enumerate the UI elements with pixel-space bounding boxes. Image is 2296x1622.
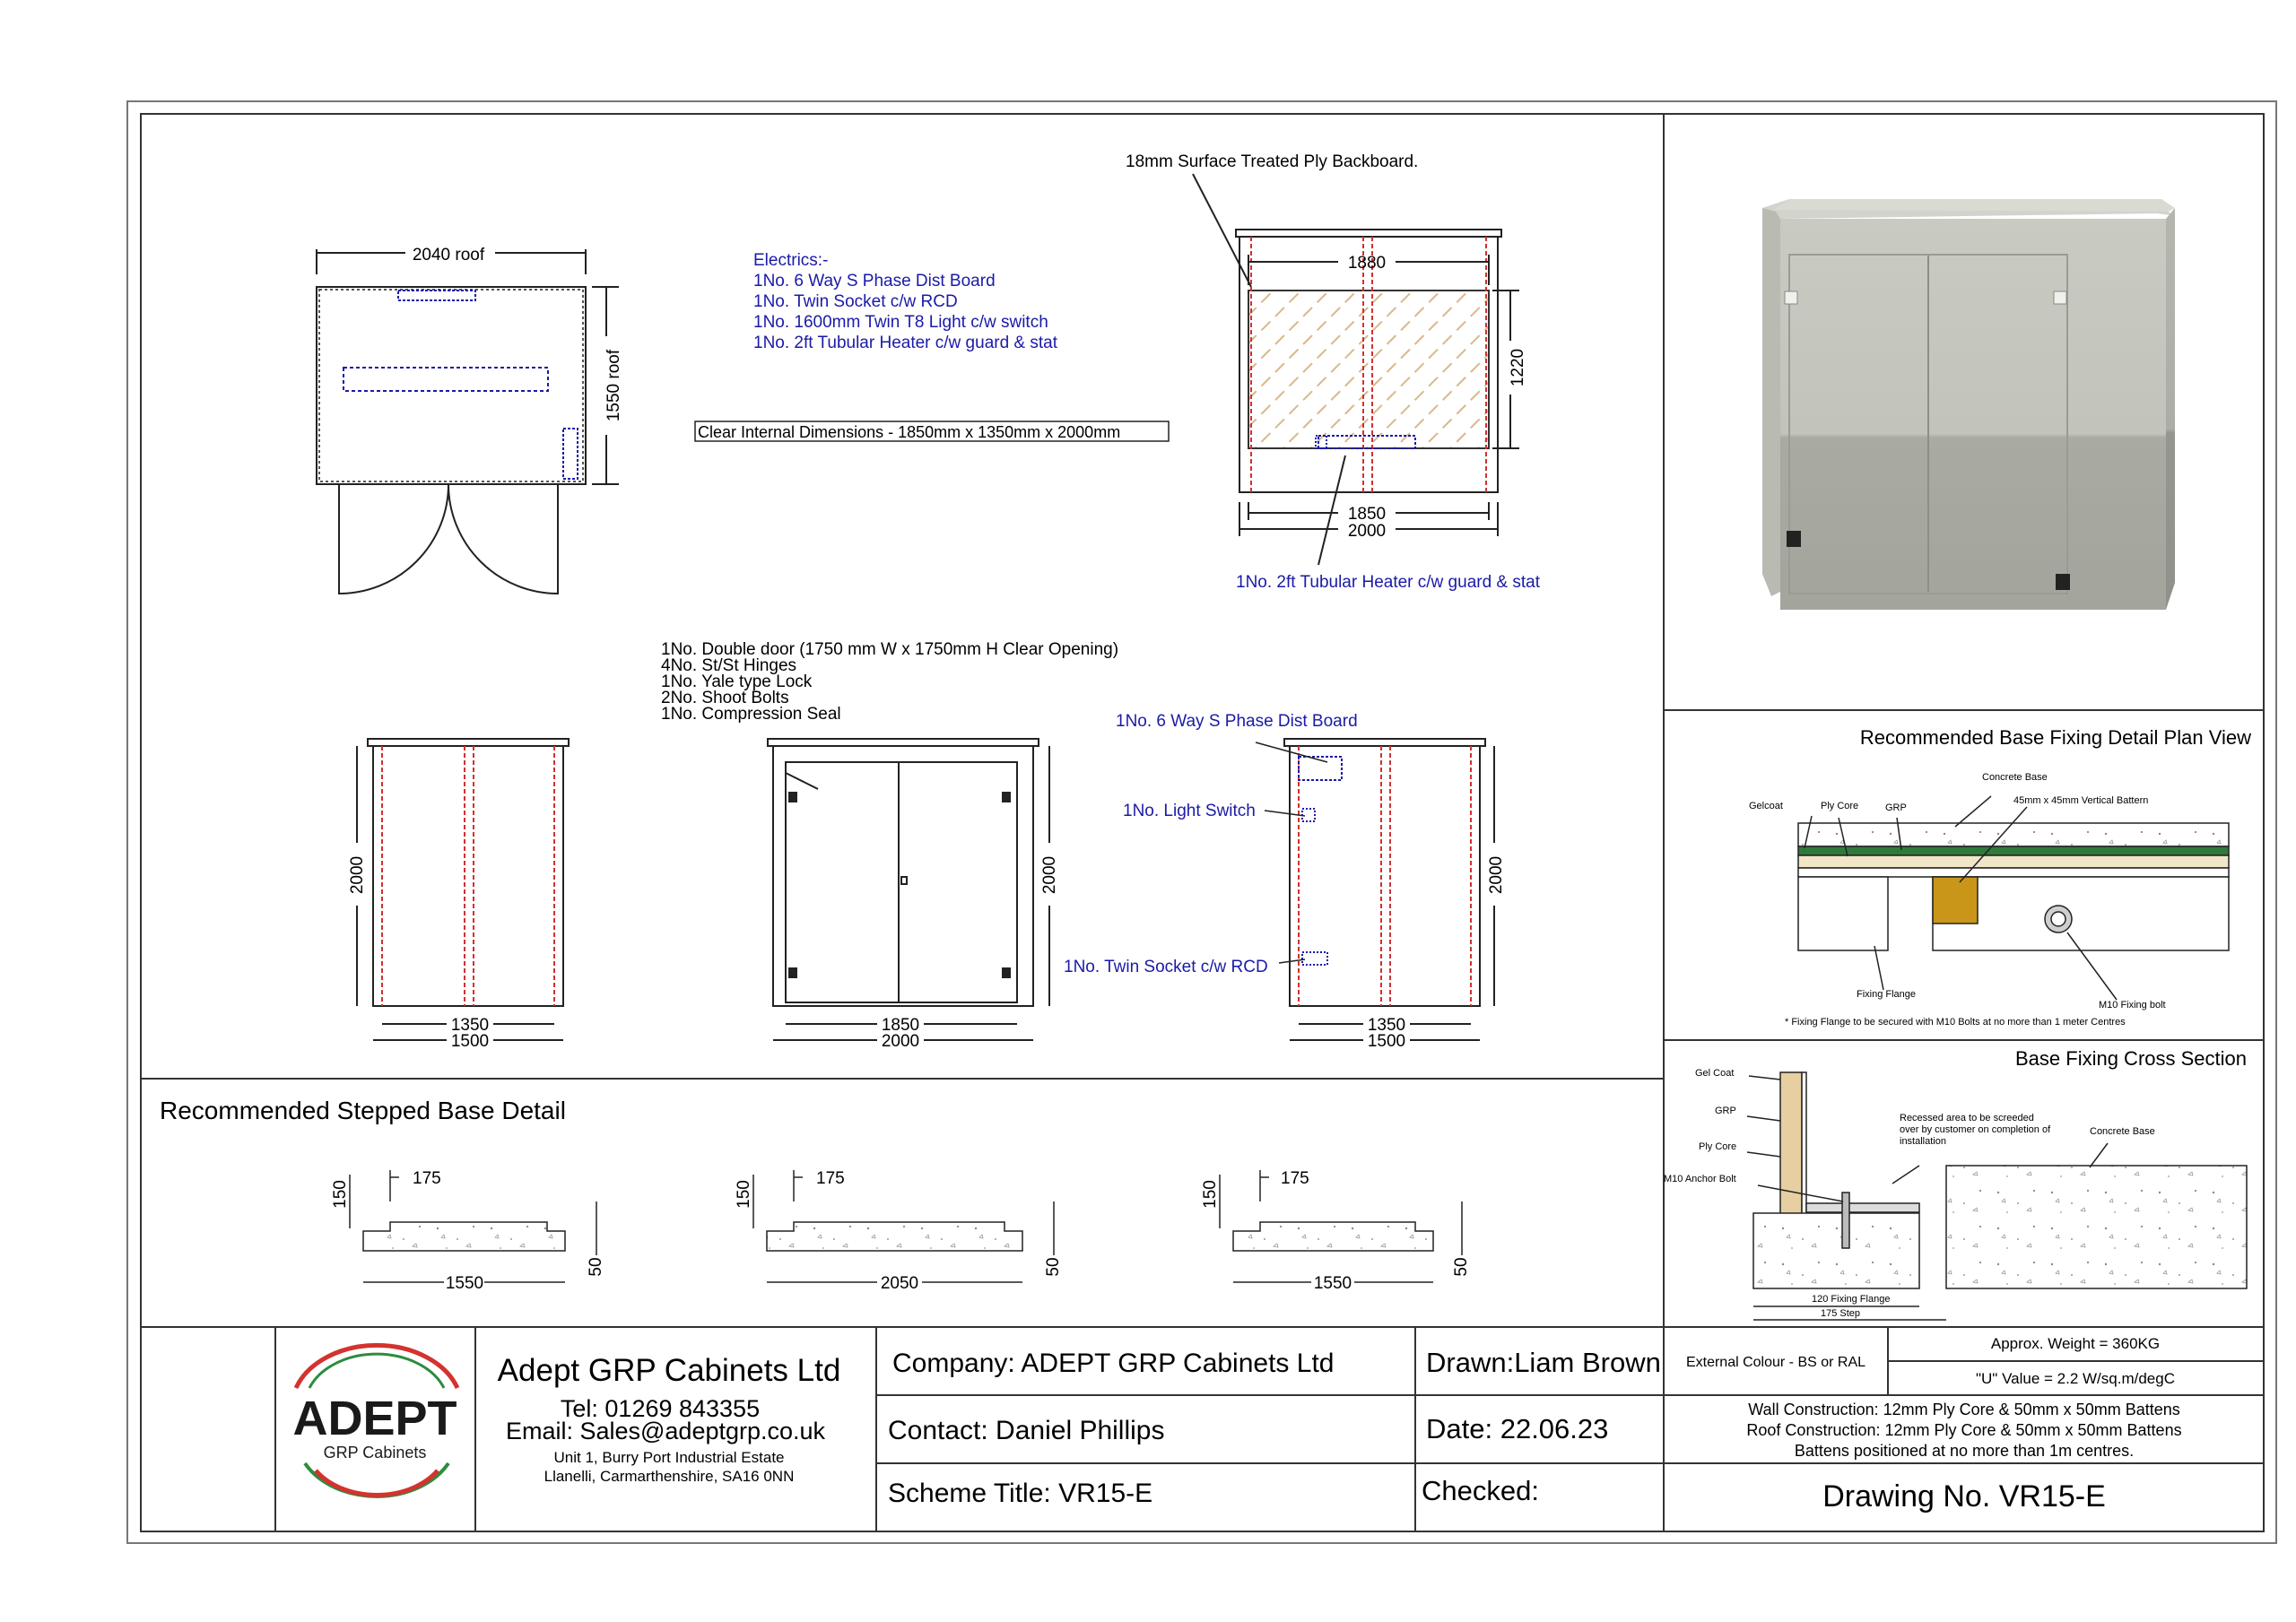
base-length-label: 2050 (880, 1274, 919, 1293)
side-left-outer: 1500 (450, 1032, 490, 1051)
battens-note: Battens positioned at no more than 1m centres. (1794, 1442, 2135, 1460)
u-value-field: "U" Value = 2.2 W/sq.m/degC (1976, 1370, 2175, 1387)
front-outer: 2000 (881, 1032, 920, 1051)
door-spec-line: 1No. Compression Seal (661, 705, 841, 724)
cross-section (1747, 1072, 2247, 1320)
twin-socket-label: 1No. Twin Socket c/w RCD (1064, 958, 1268, 976)
base-fixing-plan (1798, 796, 2229, 1000)
plan-width-label: 2040 roof (412, 246, 485, 265)
base-fixing-plan-title: Recommended Base Fixing Detail Plan View (1859, 726, 2251, 749)
plan-depth-label: 1550 roof (604, 349, 623, 422)
electrics-item: 1No. 2ft Tubular Heater c/w guard & stat (753, 334, 1058, 352)
depth-label: 50 (1044, 1257, 1063, 1277)
side-left-height: 2000 (348, 855, 367, 895)
company-email: Email: Sales@adeptgrp.co.uk (505, 1418, 826, 1444)
step-height-label: 150 (735, 1180, 753, 1209)
depth-label: 50 (587, 1257, 605, 1277)
heater-label: 1No. 2ft Tubular Heater c/w guard & stat (1236, 573, 1541, 592)
electrics-list (753, 251, 1058, 352)
cabinet-photo (1762, 199, 2175, 610)
front-elevation (768, 739, 1049, 1040)
contact-field: Contact: Daniel Phillips (888, 1416, 1165, 1445)
plan-note: * Fixing Flange to be secured with M10 Bolts at no more than 1 meter Centres (1785, 1017, 2126, 1028)
light-switch-label: 1No. Light Switch (1123, 802, 1256, 820)
checked-field: Checked: (1422, 1475, 1539, 1506)
cross-section-title: Base Fixing Cross Section (2015, 1047, 2247, 1070)
drawn-field: Drawn:Liam Brown (1426, 1347, 1661, 1378)
bolt-label: M10 Fixing bolt (2099, 1000, 2166, 1010)
door-spec (661, 640, 1118, 724)
base-length-label: 1550 (445, 1274, 484, 1293)
concrete-section-label: Concrete Base (2090, 1126, 2155, 1137)
door-spec-line: 1No. Double door (1750 mm W x 1750mm H Clear Opening) (661, 640, 1119, 659)
step-height-label: 150 (331, 1180, 350, 1209)
electrics-heading: Electrics:- (753, 251, 829, 270)
grp-label: GRP (1885, 802, 1907, 813)
company-logo (292, 1345, 457, 1496)
roof-construction: Roof Construction: 12mm Ply Core & 50mm x 50mm Battens (1746, 1421, 2182, 1439)
electrics-item: 1No. Twin Socket c/w RCD (753, 292, 958, 311)
anchor-label: M10 Anchor Bolt (1664, 1174, 1736, 1184)
side-elevation-right (1256, 739, 1494, 1040)
backboard-outer: 2000 (1347, 522, 1387, 541)
step-height-label: 150 (1201, 1180, 1220, 1209)
date-field: Date: 22.06.23 (1426, 1413, 1609, 1444)
scheme-field: Scheme Title: VR15-E (888, 1479, 1153, 1508)
recess-label: Recessed area to be screeded (1900, 1113, 2034, 1123)
depth-label: 50 (1452, 1257, 1471, 1277)
concrete-label: Concrete Base (1982, 772, 2048, 783)
side-right-outer: 1500 (1367, 1032, 1406, 1051)
logo-sub: GRP Cabinets (323, 1444, 427, 1462)
flange-label: Fixing Flange (1857, 989, 1917, 1000)
side-right-height: 2000 (1487, 855, 1506, 895)
wall-construction: Wall Construction: 12mm Ply Core & 50mm x 50mm Battens (1748, 1401, 2180, 1418)
grp-section-label: GRP (1715, 1106, 1736, 1116)
base-length-label: 1550 (1313, 1274, 1352, 1293)
backboard-inner: 1850 (1347, 505, 1387, 524)
drawing-number: Drawing No. VR15-E (1822, 1479, 2106, 1514)
ply-section-label: Ply Core (1699, 1141, 1737, 1152)
front-height: 2000 (1040, 855, 1059, 895)
side-right-inner: 1350 (1367, 1016, 1406, 1035)
logo-word: ADEPT (292, 1392, 457, 1445)
dist-board-label: 1No. 6 Way S Phase Dist Board (1116, 712, 1358, 731)
company-field: Company: ADEPT GRP Cabinets Ltd (892, 1349, 1335, 1378)
backboard-height: 1220 (1509, 348, 1527, 387)
flange-section-label: 120 Fixing Flange (1812, 1294, 1891, 1305)
company-address-2: Llanelli, Carmarthenshire, SA16 0NN (544, 1468, 795, 1485)
stepped-base-title: Recommended Stepped Base Detail (160, 1097, 566, 1124)
internal-dims: Clear Internal Dimensions - 1850mm x 1350mm x 2000mm (698, 423, 1121, 441)
electrics-item: 1No. 1600mm Twin T8 Light c/w switch (753, 313, 1048, 332)
stepped-base-profiles (363, 1222, 1433, 1251)
company-tel: Tel: 01269 843355 (560, 1395, 761, 1422)
front-inner: 1850 (881, 1016, 920, 1035)
backboard-title: 18mm Surface Treated Ply Backboard. (1126, 152, 1419, 171)
step-width-label: 175 (816, 1169, 845, 1188)
door-spec-line: 2No. Shoot Bolts (661, 689, 789, 707)
recess-label: installation (1900, 1136, 1946, 1147)
batten-label: 45mm x 45mm Vertical Battern (2013, 795, 2149, 806)
ply-label: Ply Core (1821, 801, 1859, 811)
step-width-label: 175 (413, 1169, 441, 1188)
company-address-1: Unit 1, Burry Port Industrial Estate (553, 1449, 785, 1466)
door-spec-line: 4No. St/St Hinges (661, 656, 797, 675)
step-width-label: 175 (1281, 1169, 1309, 1188)
step-section-label: 175 Step (1821, 1308, 1861, 1319)
plan-view (317, 249, 619, 594)
side-elevation-left (357, 739, 569, 1040)
gelcoat-label: Gelcoat (1749, 801, 1783, 811)
gel-coat-label: Gel Coat (1695, 1068, 1735, 1079)
backboard-width: 1880 (1347, 254, 1387, 273)
recess-label: over by customer on completion of (1900, 1124, 2051, 1135)
electrics-item: 1No. 6 Way S Phase Dist Board (753, 272, 996, 291)
door-spec-line: 1No. Yale type Lock (661, 672, 813, 691)
colour-field: External Colour - BS or RAL (1685, 1355, 1866, 1370)
weight-field: Approx. Weight = 360KG (1990, 1335, 2161, 1352)
company-name: Adept GRP Cabinets Ltd (497, 1353, 841, 1388)
side-left-inner: 1350 (450, 1016, 490, 1035)
